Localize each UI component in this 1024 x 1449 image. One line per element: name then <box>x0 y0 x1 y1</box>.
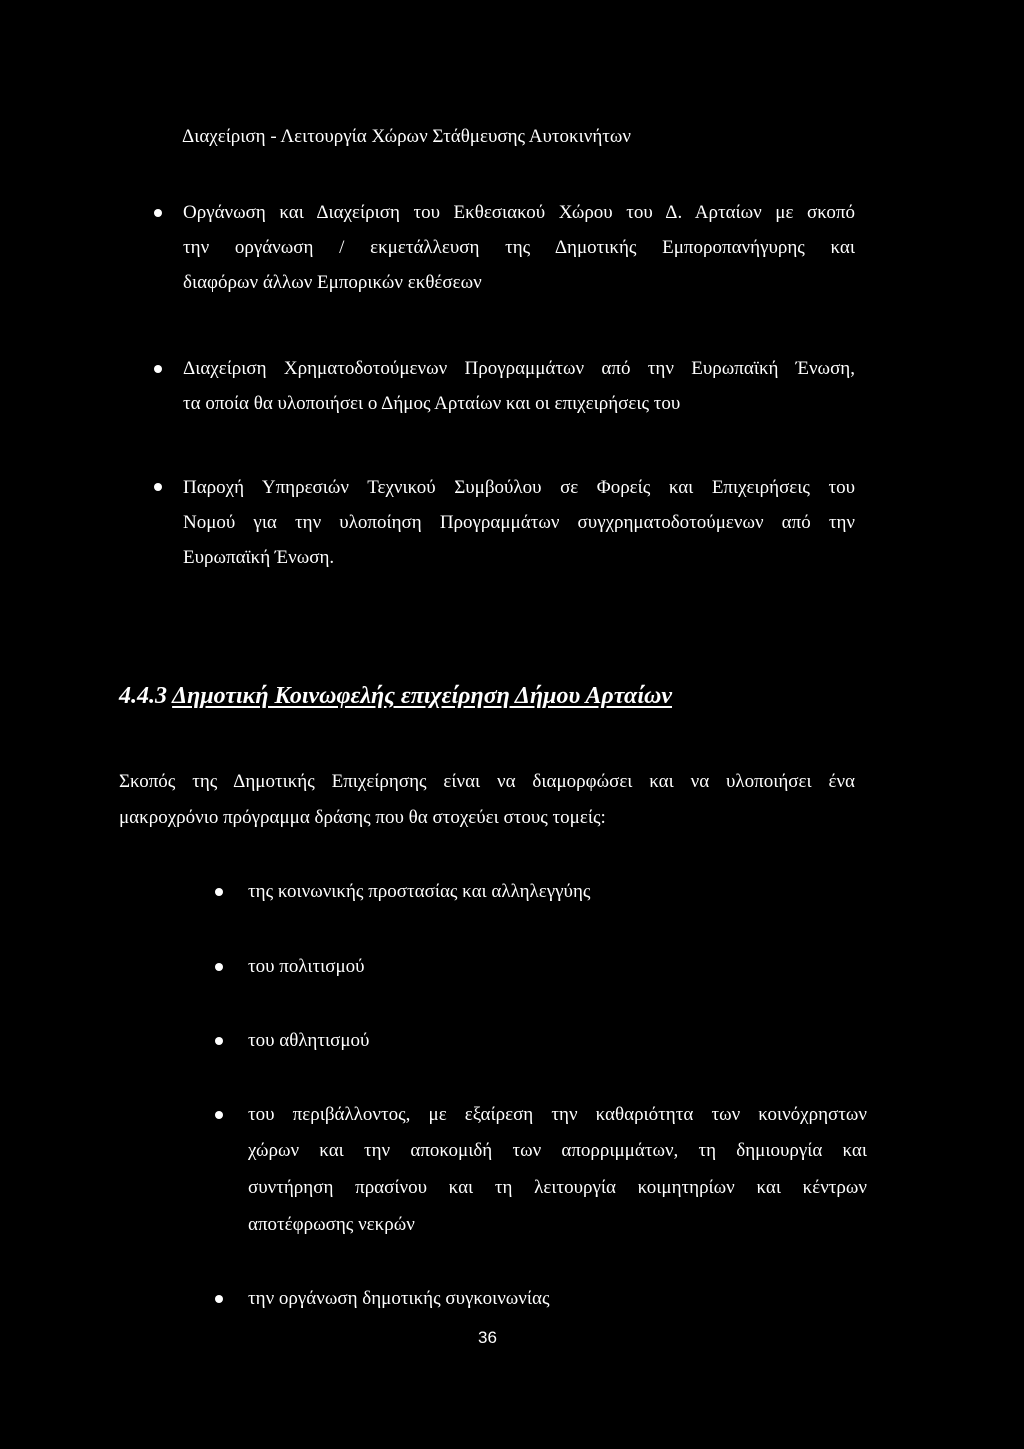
section-heading-number: 4.4.3 <box>119 683 167 709</box>
list-item-line: Παροχή Υπηρεσιών Τεχνικού Συμβούλου σε Φορείς και Επιχειρήσεις του <box>183 477 855 498</box>
list-item-line: Ευρωπαϊκή Ένωση. <box>183 547 335 568</box>
bullet-icon <box>154 483 162 491</box>
paragraph-line: μακροχρόνιο πρόγραμμα δράσης που θα στοχεύει στους τομείς: <box>119 807 606 828</box>
bullet-icon <box>215 1111 223 1119</box>
list-item-line: του πολιτισμού <box>248 956 365 977</box>
list-item-line: την οργάνωση / εκμετάλλευση της Δημοτικής Εμποροπανήγυρης και <box>183 237 855 258</box>
section-heading <box>119 681 672 711</box>
list-item-line: αποτέφρωσης νεκρών <box>248 1214 415 1235</box>
list-item-line: τα οποία θα υλοποιήσει ο Δήμος Αρταίων και οι επιχειρήσεις του <box>183 393 681 414</box>
list-item-line: της κοινωνικής προστασίας και αλληλεγγύης <box>248 881 591 902</box>
paragraph-line: Σκοπός της Δημοτικής Επιχείρησης είναι να διαμορφώσει και να υλοποιήσει ένα <box>119 771 855 792</box>
list-item-line: του περιβάλλοντος, με εξαίρεση την καθαριότητα των κοινόχρηστων <box>248 1104 867 1125</box>
bullet-icon <box>154 209 162 217</box>
list-item-line: του αθλητισμού <box>248 1030 370 1051</box>
list-item-line: Διαχείριση Χρηματοδοτούμενων Προγραμμάτων από την Ευρωπαϊκή Ένωση, <box>183 358 855 379</box>
bullet-icon <box>154 365 162 373</box>
section-title: Διαχείριση - Λειτουργία Χώρων Στάθμευσης Αυτοκινήτων <box>182 126 631 147</box>
bullet-icon <box>215 888 223 896</box>
bullet-icon <box>215 963 223 971</box>
list-item-line: Νομού για την υλοποίηση Προγραμμάτων συγχρηματοδοτούμενων από την <box>183 512 855 533</box>
list-item-line: συντήρηση πρασίνου και τη λειτουργία κοιμητηρίων και κέντρων <box>248 1177 867 1198</box>
page-number: 36 <box>478 1328 497 1347</box>
list-item-line: χώρων και την αποκομιδή των απορριμμάτων, τη δημιουργία και <box>248 1140 867 1161</box>
bullet-icon <box>215 1037 223 1045</box>
section-heading-title: Δημοτική Κοινωφελής επιχείρηση Δήμου Αρταίων <box>172 683 672 709</box>
list-item-line: την οργάνωση δημοτικής συγκοινωνίας <box>248 1288 550 1309</box>
list-item-line: Οργάνωση και Διαχείριση του Εκθεσιακού Χώρου του Δ. Αρταίων με σκοπό <box>183 202 855 223</box>
list-item-line: διαφόρων άλλων Εμπορικών εκθέσεων <box>183 272 482 293</box>
bullet-icon <box>215 1295 223 1303</box>
